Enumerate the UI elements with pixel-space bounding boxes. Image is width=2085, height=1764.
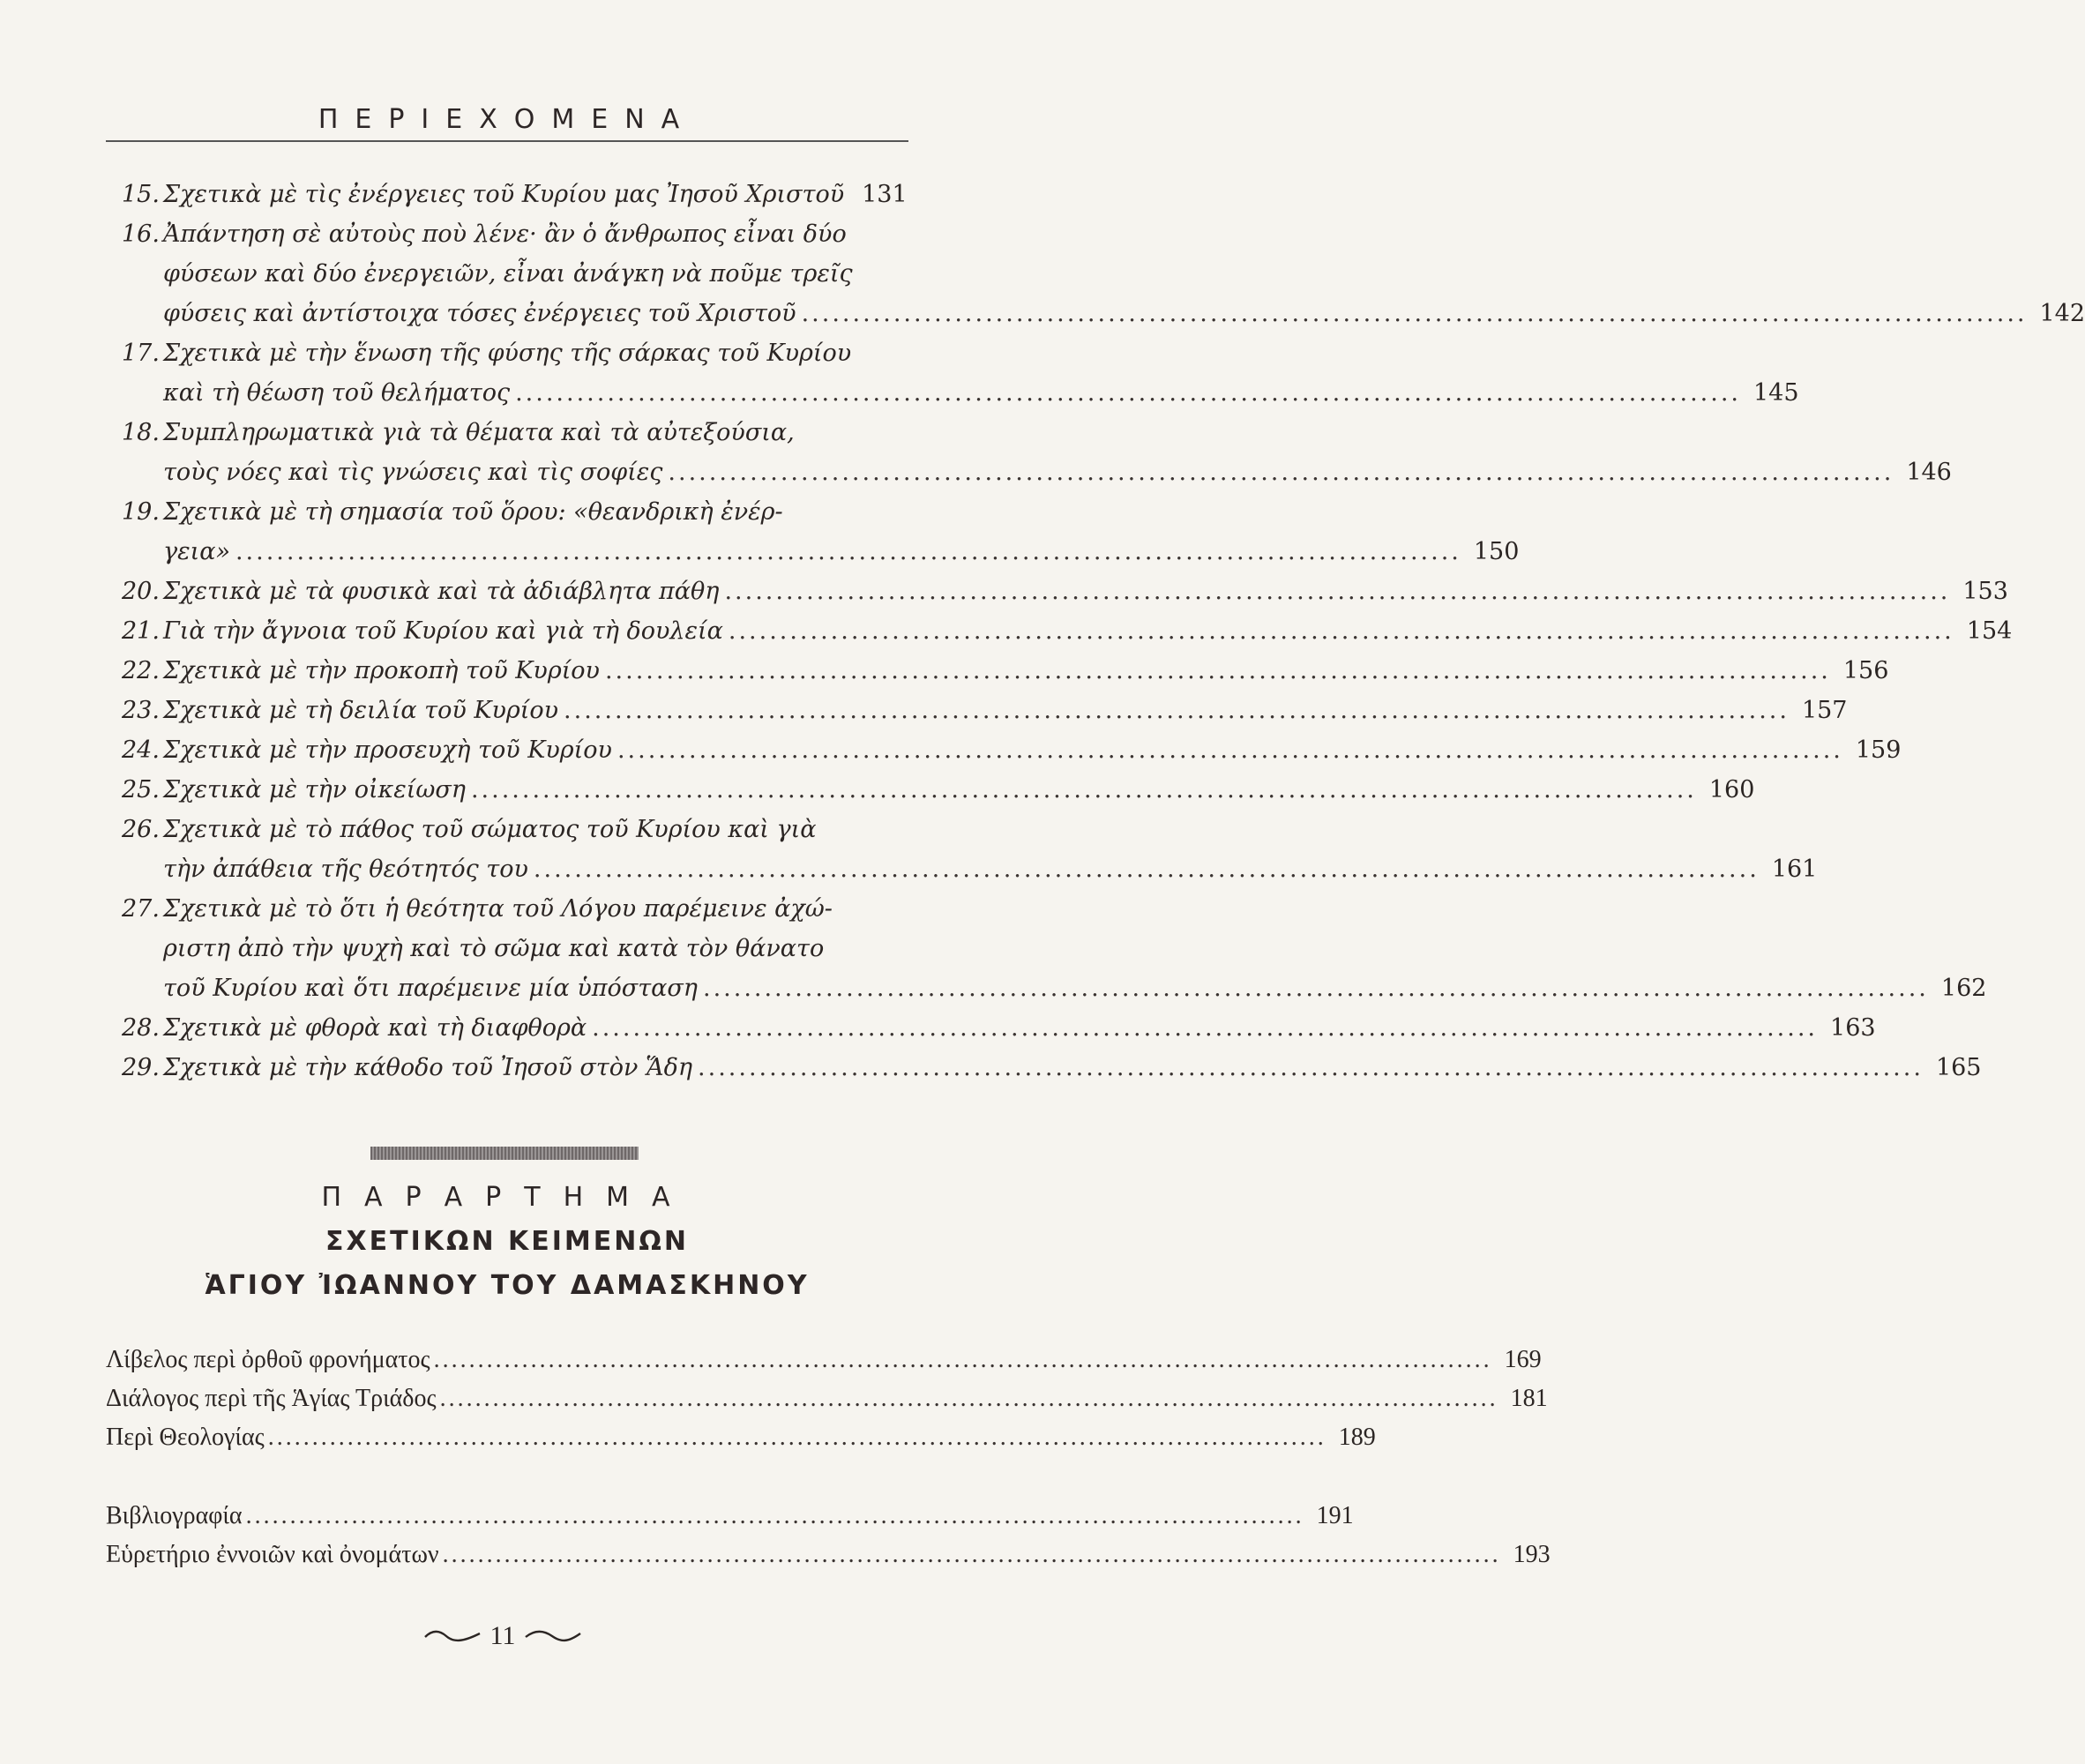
toc-entry <box>122 651 1889 691</box>
toc-entry <box>122 572 2008 611</box>
toc-entry <box>122 770 1755 810</box>
entry-page-number: 162 <box>1940 975 1987 1002</box>
toc-entry <box>122 730 1902 770</box>
entry-number: 15. <box>122 181 160 208</box>
dot-leader: ........................................................................................................................ <box>245 1502 1304 1529</box>
entry-page-number: 145 <box>1752 379 1799 407</box>
page-number: 11 <box>489 1621 516 1650</box>
toc-entry <box>122 413 1952 492</box>
entry-number: 18. <box>122 419 160 446</box>
header-rule <box>106 140 908 142</box>
appendix-list <box>106 1341 1548 1457</box>
entry-title-line: Σχετικὰ μὲ τὴν οἰκείωση <box>163 776 466 804</box>
entry-title-line: Σχετικὰ μὲ τὴν ἕνωση τῆς φύσης τῆς σάρκας τοῦ Κυρίου <box>163 340 852 367</box>
dot-leader: ........................................................................................................................ <box>592 1014 1819 1042</box>
entry-page-number: 163 <box>1830 1014 1876 1042</box>
toc-entry <box>122 1008 1876 1048</box>
toc-entry <box>122 492 1520 572</box>
back-matter-list <box>106 1497 1551 1574</box>
item-title: Βιβλιογραφία <box>106 1502 243 1529</box>
entry-title-line: Σχετικὰ μὲ τὸ πάθος τοῦ σώματος τοῦ Κυρίου καὶ γιὰ <box>163 816 817 843</box>
item-title: Διάλογος περὶ τῆς Ἁγίας Τριάδος <box>106 1385 437 1412</box>
entry-final-line <box>122 175 908 214</box>
entry-number: 19. <box>122 498 160 526</box>
entry-number: 16. <box>122 220 160 248</box>
entry-number: 21. <box>122 617 160 645</box>
entry-final-line <box>122 691 1848 730</box>
toc-entry <box>122 611 2013 651</box>
entry-final-line <box>122 1048 1982 1088</box>
entry-final-line <box>122 373 1799 413</box>
dot-leader: ........................................................................................................................ <box>470 776 1697 804</box>
dot-leader: ........................................................................................................................ <box>604 657 1831 684</box>
entry-number: 24. <box>122 736 160 764</box>
page-folio <box>397 1618 609 1654</box>
dot-leader: ........................................................................................................................ <box>702 975 1929 1002</box>
entry-title-line: Σχετικὰ μὲ τὴν προσευχὴ τοῦ Κυρίου <box>163 736 612 764</box>
item-title: Εὑρετήριο ἐννοιῶν καὶ ὀνομάτων <box>106 1541 439 1568</box>
entry-final-line <box>122 968 1987 1008</box>
dot-leader: ........................................................................................................................ <box>801 300 2028 327</box>
entry-final-line <box>122 532 1520 572</box>
entry-page-number: 157 <box>1801 697 1848 724</box>
entry-title-line: φύσεις καὶ ἀντίστοιχα τόσες ἐνέργειες τοῦ Χριστοῦ <box>163 300 796 327</box>
entry-final-line <box>122 770 1755 810</box>
entry-title-line: τοῦ Κυρίου καὶ ὅτι παρέμεινε μία ὑπόσταση <box>163 975 698 1002</box>
entry-final-line <box>122 294 2085 333</box>
entry-page-number: 154 <box>1966 617 2013 645</box>
right-swash-icon <box>524 1628 582 1644</box>
dot-leader: ........................................................................................................................ <box>442 1541 1501 1568</box>
entry-number: 26. <box>122 816 160 843</box>
entry-title-line: Σχετικὰ μὲ τὰ φυσικὰ καὶ τὰ ἀδιάβλητα πάθη <box>163 578 720 605</box>
dot-leader: ........................................................................................................................ <box>439 1385 1498 1412</box>
dot-leader: ........................................................................................................................ <box>724 578 1951 605</box>
entry-number: 22. <box>122 657 160 684</box>
entry-title-line: Σχετικὰ μὲ τὸ ὅτι ἡ θεότητα τοῦ Λόγου παρέμεινε ἀχώ- <box>163 895 833 923</box>
entry-page-number: 146 <box>1906 459 1952 486</box>
entry-page-number: 159 <box>1855 736 1902 764</box>
entry-number: 28. <box>122 1014 160 1042</box>
entry-final-line <box>122 730 1902 770</box>
entry-title-line: Σχετικὰ μὲ τὴ δειλία τοῦ Κυρίου <box>163 697 559 724</box>
toc-entry <box>122 214 2085 333</box>
appendix-subheading: ΣΧΕΤΙΚΩΝ ΚΕΙΜΕΝΩΝ <box>325 1226 689 1257</box>
entry-title-line: Σχετικὰ μὲ τὴν προκοπὴ τοῦ Κυρίου <box>163 657 600 684</box>
entry-title-line: Σχετικὰ μὲ τὴ σημασία τοῦ ὅρου: «θεανδρικὴ ἐνέρ- <box>163 498 783 526</box>
item-title: Λίβελος περὶ ὀρθοῦ φρονήματος <box>106 1346 430 1373</box>
list-item <box>106 1418 1376 1457</box>
dot-leader: ........................................................................................................................ <box>617 736 1843 764</box>
entry-number: 20. <box>122 578 160 605</box>
entry-page-number: 156 <box>1842 657 1889 684</box>
dot-leader: ........................................................................................................................ <box>564 697 1790 724</box>
entry-page-number: 131 <box>862 181 908 208</box>
entry-page-number: 165 <box>1935 1054 1982 1081</box>
item-page-number: 193 <box>1513 1541 1551 1568</box>
item-page-number: 169 <box>1504 1346 1542 1373</box>
entry-number: 25. <box>122 776 160 804</box>
entry-final-line <box>122 452 1952 492</box>
entry-title-line: Σχετικὰ μὲ τὶς ἐνέργειες τοῦ Κυρίου μας Ἰησοῦ Χριστοῦ <box>163 181 845 208</box>
item-page-number: 191 <box>1316 1502 1354 1529</box>
entry-final-line <box>122 1008 1876 1048</box>
toc-entry <box>122 333 1799 413</box>
list-item <box>106 1497 1354 1536</box>
toc-entry <box>122 889 1987 1008</box>
entry-number: 27. <box>122 895 160 923</box>
toc-entry <box>122 175 908 214</box>
table-of-contents <box>122 175 2085 1088</box>
left-swash-icon <box>423 1628 482 1644</box>
item-page-number: 181 <box>1510 1385 1548 1412</box>
entry-title-line: φύσεων καὶ δύο ἐνεργειῶν, εἶναι ἀνάγκη νὰ ποῦμε τρεῖς <box>163 260 853 288</box>
entry-final-line <box>122 611 2013 651</box>
section-ornament-bar <box>370 1147 639 1160</box>
entry-title-line: Ἀπάντηση σὲ αὐτοὺς ποὺ λένε· ἂν ὁ ἄνθρωπος εἶναι δύο <box>163 220 847 248</box>
entry-final-line <box>122 849 1818 889</box>
item-page-number: 189 <box>1338 1424 1376 1451</box>
entry-page-number: 153 <box>1962 578 2008 605</box>
list-item <box>106 1379 1548 1418</box>
entry-title-line: Γιὰ τὴν ἄγνοια τοῦ Κυρίου καὶ γιὰ τὴ δουλεία <box>163 617 723 645</box>
toc-entry <box>122 1048 1982 1088</box>
item-title: Περὶ Θεολογίας <box>106 1424 265 1451</box>
dot-leader: ........................................................................................................................ <box>433 1346 1492 1373</box>
dot-leader: ........................................................................................................................ <box>668 459 1894 486</box>
dot-leader: ........................................................................................................................ <box>698 1054 1924 1081</box>
entry-title-line: ριστη ἀπὸ τὴν ψυχὴ καὶ τὸ σῶμα καὶ κατὰ τὸν θάνατο <box>163 935 825 962</box>
entry-number: 17. <box>122 340 160 367</box>
dot-leader: ........................................................................................................................ <box>267 1424 1326 1451</box>
entry-title-line: Συμπληρωματικὰ γιὰ τὰ θέματα καὶ τὰ αὐτεξούσια, <box>163 419 795 446</box>
entry-final-line <box>122 651 1889 691</box>
list-item <box>106 1536 1551 1574</box>
entry-title-line: τὴν ἀπάθεια τῆς θεότητός του <box>163 856 528 883</box>
entry-title-line: τοὺς νόες καὶ τὶς γνώσεις καὶ τὶς σοφίες <box>163 459 663 486</box>
running-head: ΠΕΡΙΕΧΟΜΕΝΑ <box>318 104 697 135</box>
appendix-author-heading: ἉΓΙΟΥ ἸΩΑΝΝΟΥ ΤΟΥ ΔΑΜΑΣΚΗΝΟΥ <box>205 1270 810 1301</box>
entry-number: 29. <box>122 1054 160 1081</box>
toc-entry <box>122 810 1818 889</box>
dot-leader: ........................................................................................................................ <box>533 856 1760 883</box>
dot-leader: ........................................................................................................................ <box>515 379 1741 407</box>
entry-number: 23. <box>122 697 160 724</box>
entry-page-number: 160 <box>1708 776 1755 804</box>
dot-leader: ........................................................................................................................ <box>235 538 1461 565</box>
dot-leader: ........................................................................................................................ <box>728 617 1954 645</box>
entry-page-number: 142 <box>2039 300 2085 327</box>
entry-page-number: 150 <box>1473 538 1520 565</box>
toc-entry <box>122 691 1848 730</box>
entry-title-line: καὶ τὴ θέωση τοῦ θελήματος <box>163 379 511 407</box>
appendix-heading: ΠΑΡΑΡΤΗΜΑ <box>321 1182 693 1213</box>
entry-title-line: Σχετικὰ μὲ τὴν κάθοδο τοῦ Ἰησοῦ στὸν Ἅδη <box>163 1054 693 1081</box>
list-item <box>106 1341 1542 1379</box>
entry-page-number: 161 <box>1771 856 1818 883</box>
entry-title-line: Σχετικὰ μὲ φθορὰ καὶ τὴ διαφθορὰ <box>163 1014 587 1042</box>
entry-title-line: γεια» <box>163 538 230 565</box>
entry-final-line <box>122 572 2008 611</box>
